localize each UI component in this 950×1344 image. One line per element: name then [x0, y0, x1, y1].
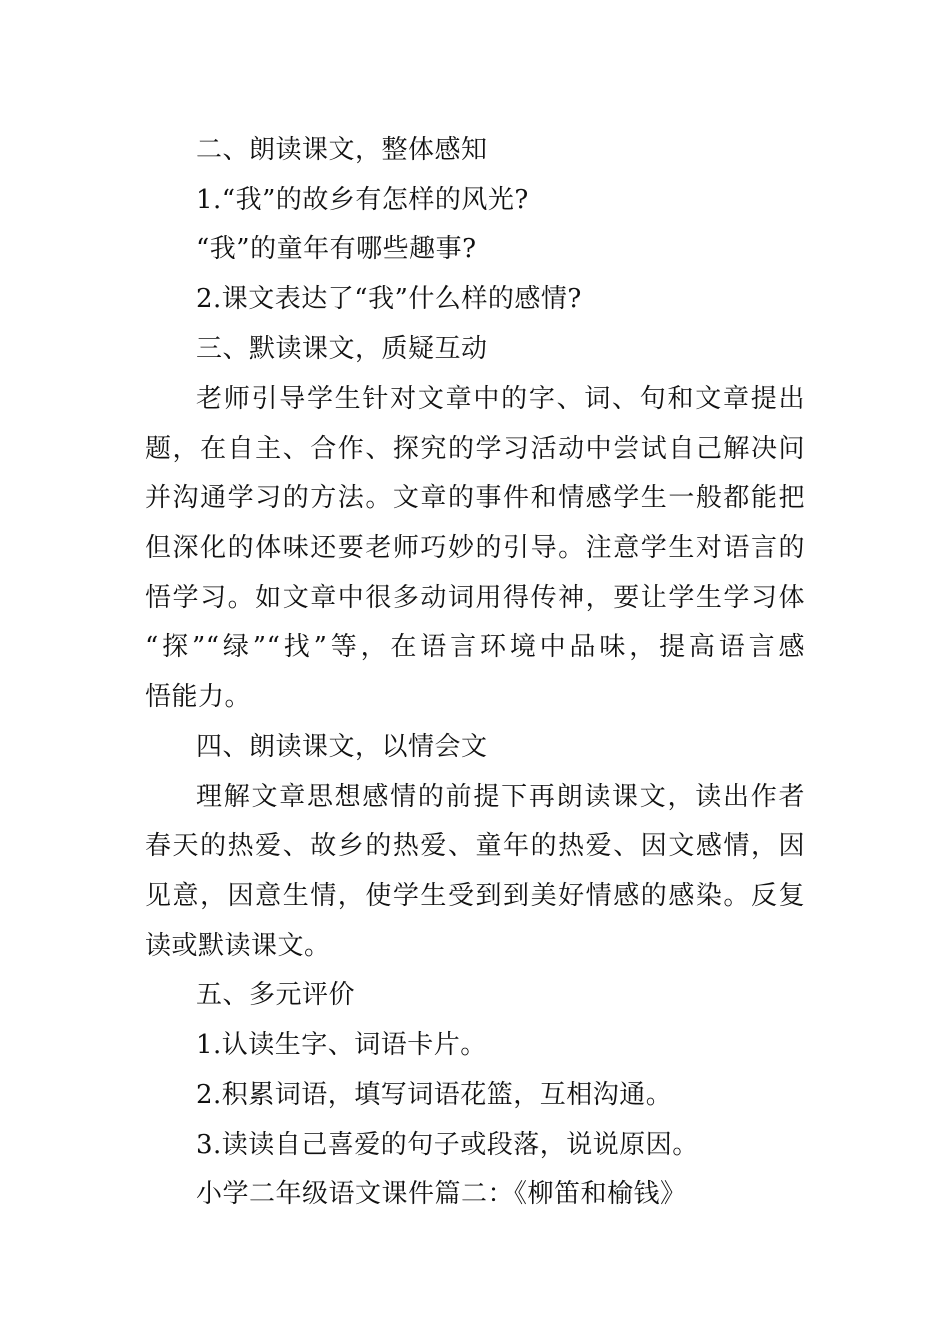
- section-heading-5: 五、多元评价: [196, 980, 356, 1010]
- evaluation-item-2: 2.积累词语，填写词语花篮，互相沟通。: [196, 1080, 673, 1110]
- paragraph-line: 题，在自主、合作、探究的学习活动中尝试自己解决问: [145, 434, 805, 464]
- question-2: 2.课文表达了“我”什么样的感情?: [196, 284, 582, 314]
- section-heading-2: 二、朗读课文，整体感知: [196, 135, 488, 165]
- next-lesson-title: 小学二年级语文课件篇二：《柳笛和榆钱》: [196, 1179, 687, 1209]
- paragraph-line: 悟学习。如文章中很多动词用得传神，要让学生学习体: [145, 583, 805, 613]
- paragraph-line: 并沟通学习的方法。文章的事件和情感学生一般都能把: [145, 483, 805, 513]
- paragraph-line: 但深化的体味还要老师巧妙的引导。注意学生对语言的: [145, 533, 805, 563]
- evaluation-item-3: 3.读读自己喜爱的句子或段落，说说原因。: [196, 1130, 699, 1160]
- section-heading-3: 三、默读课文，质疑互动: [196, 334, 488, 364]
- question-1-sub: “我”的童年有哪些趣事?: [196, 234, 477, 264]
- evaluation-item-1: 1.认读生字、词语卡片。: [196, 1030, 487, 1060]
- paragraph-line: 老师引导学生针对文章中的字、词、句和文章提出: [196, 384, 805, 414]
- paragraph-line: 见意，因意生情，使学生受到到美好情感的感染。反复: [145, 881, 805, 911]
- paragraph-line: 春天的热爱、故乡的热爱、童年的热爱、因文感情，因: [145, 831, 805, 861]
- paragraph-line: 读或默读课文。: [145, 931, 331, 961]
- paragraph-line: 悟能力。: [145, 682, 252, 712]
- question-1: 1.“我”的故乡有怎样的风光?: [196, 185, 529, 215]
- paragraph-line: 理解文章思想感情的前提下再朗读课文，读出作者: [196, 782, 805, 812]
- section-heading-4: 四、朗读课文，以情会文: [196, 732, 488, 762]
- paragraph-line: “探”“绿”“找”等，在语言环境中品味，提高语言感: [145, 632, 805, 662]
